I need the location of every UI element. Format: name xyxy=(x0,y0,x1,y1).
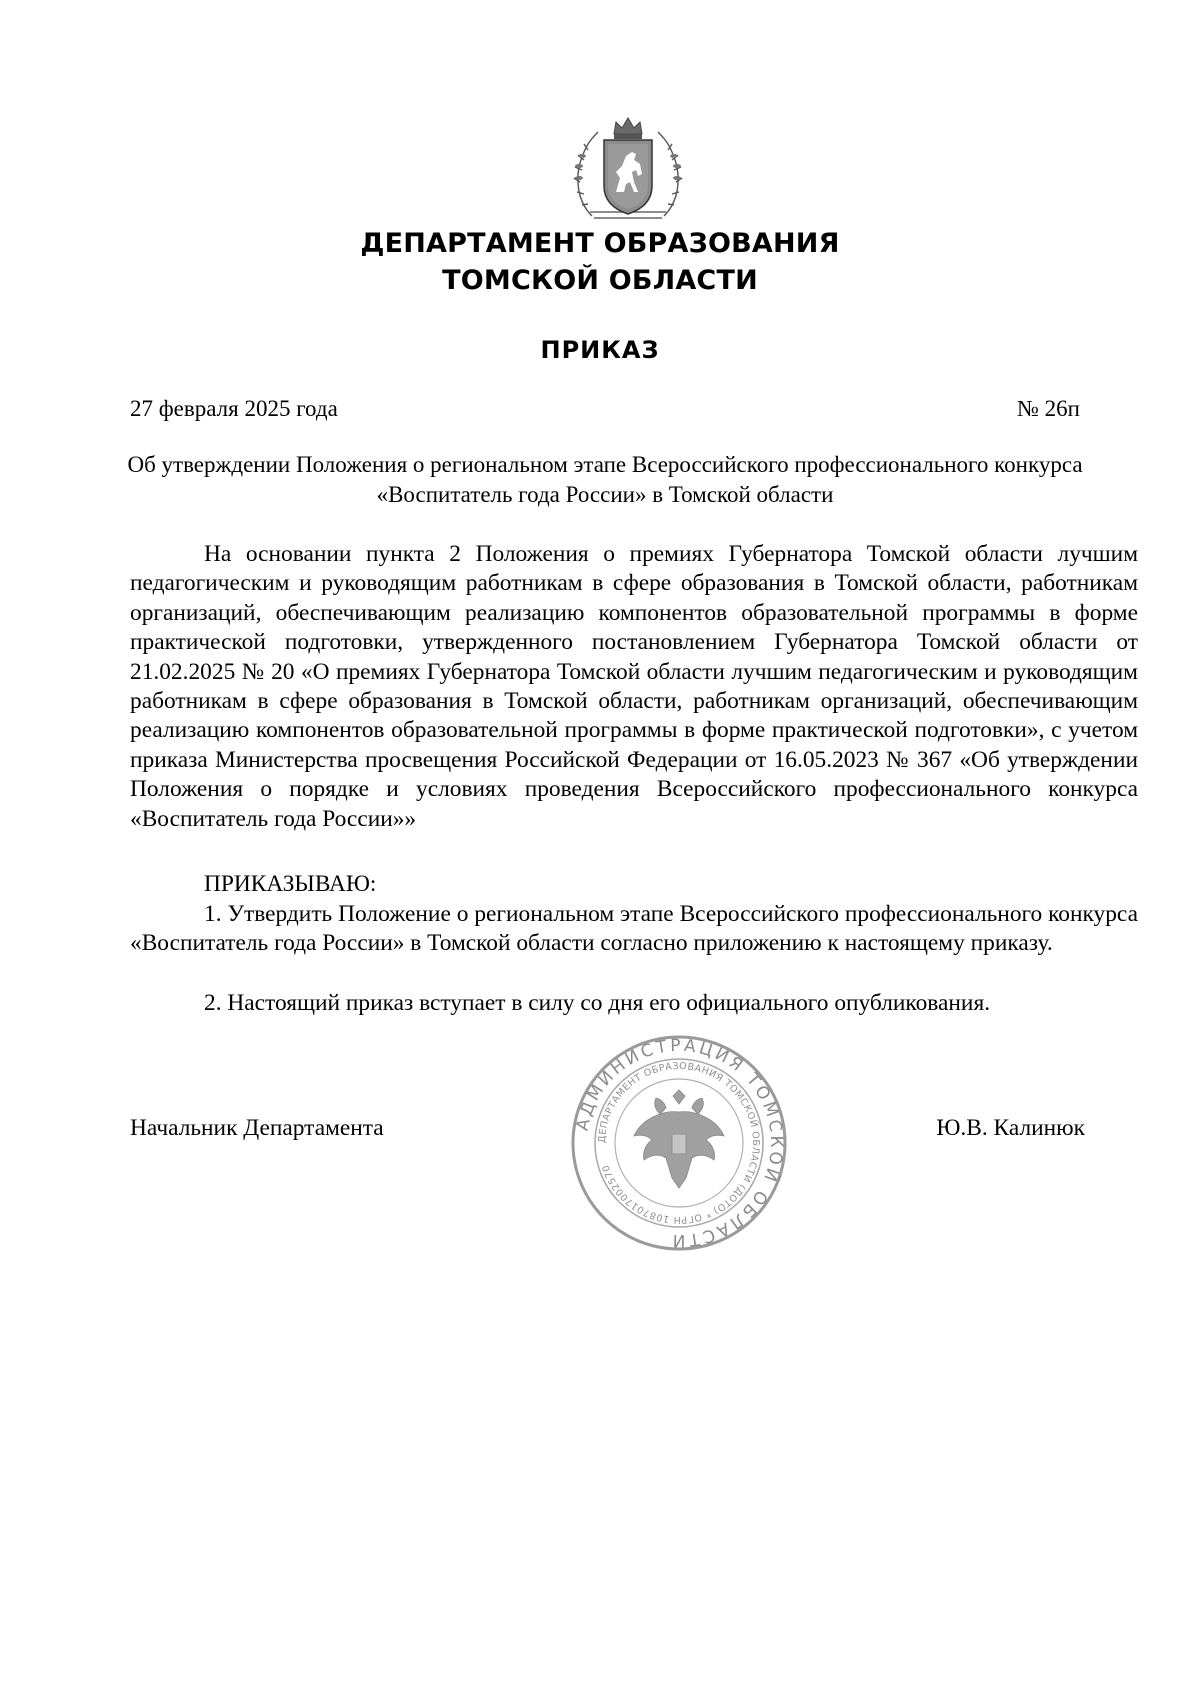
document-type-heading: ПРИКАЗ xyxy=(540,336,660,364)
svg-text:ДЕПАРТАМЕНТ ОБРАЗОВАНИЯ ТОМСКО: ДЕПАРТАМЕНТ ОБРАЗОВАНИЯ ТОМСКОЙ ОБЛАСТИ (ДОТО) * ОГРН 1087017002570 xyxy=(596,1060,762,1226)
signatory-name: Ю.В. Калинюк xyxy=(936,1115,1085,1141)
basis-paragraph xyxy=(130,540,1138,834)
department-name-line2: ТОМСКОЙ ОБЛАСТИ xyxy=(442,265,758,296)
order-date: 27 февраля 2025 года xyxy=(130,396,338,421)
order-directive-word: ПРИКАЗЫВАЮ: xyxy=(204,871,377,897)
official-stamp-icon xyxy=(568,1032,790,1254)
order-item-1-text: 1. Утвердить Положение о региональном этапе Всероссийского профессионального конкурса «Воспитатель года России» в Томской области согласно приложению к настоящему приказу. xyxy=(130,901,1138,957)
order-number: № 26п xyxy=(1016,396,1080,421)
svg-text:АДМИНИСТРАЦИЯ ТОМСКОЙ ОБЛАСТИ: АДМИНИСТРАЦИЯ ТОМСКОЙ ОБЛАСТИ xyxy=(572,1035,787,1251)
basis-text: На основании пункта 2 Положения о премиях Губернатора Томской области лучшим педагогическим и руководящим работникам в сфере образования в Томской области, работникам организаций, обеспечивающим реализацию компонентов образовательной программы в форме практической подготовки, утвержденного постановлением Губернатора Томской области от 21.02.2025 № 20 «О премиях Губернатора Томской области лучшим педагогическим и руководящим работникам в сфере образования в Томской области, работникам организаций, обеспечивающим реализацию компонентов образовательной программы в форме практической подготовки», с учетом приказа Министерства просвещения Российской Федерации от 16.05.2023 № 367 «Об утверждении Положения о порядке и условиях проведения Всероссийского профессионального конкурса «Воспитатель года России»» xyxy=(130,541,1138,832)
order-item-2 xyxy=(130,989,1138,1018)
department-name-line1: ДЕПАРТАМЕНТ ОБРАЗОВАНИЯ xyxy=(360,228,840,259)
signatory-title: Начальник Департамента xyxy=(130,1115,384,1141)
order-item-2-text: 2. Настоящий приказ вступает в силу со дня его официального опубликования. xyxy=(204,990,991,1016)
order-subject: Об утверждении Положения о региональном этапе Всероссийского профессионального конкурса «Воспитатель года России» в Томской области xyxy=(127,452,1083,507)
order-item-1 xyxy=(130,900,1138,959)
coat-of-arms-icon xyxy=(570,112,686,224)
